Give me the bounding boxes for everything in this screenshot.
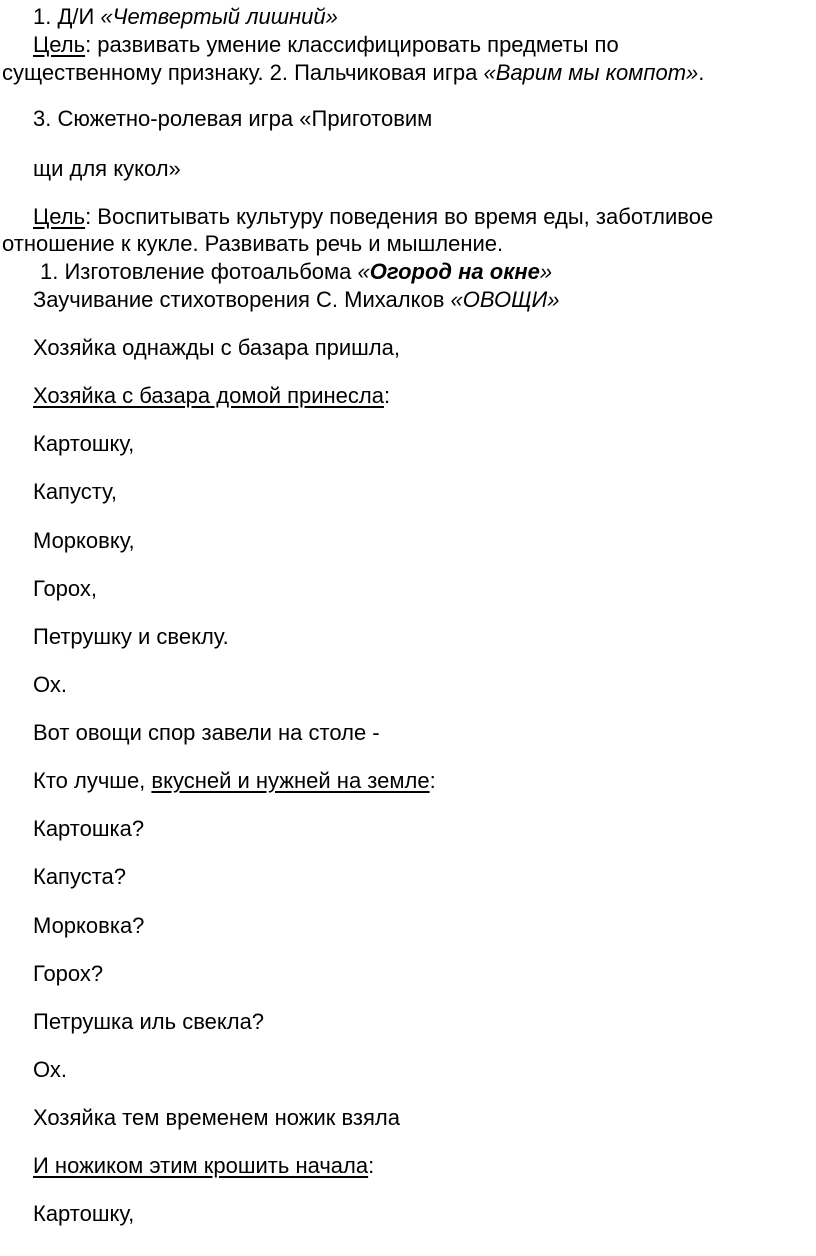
poem-line: Петрушку и свеклу. [33,624,229,649]
poem-line [33,1153,374,1179]
poem-line: Картошку, [33,431,135,456]
poem-text: Кто лучше, [33,768,152,793]
poem-line: Картошка? [33,816,145,841]
role-play-heading-cont: щи для кукол» [33,156,181,181]
poem-intro-line [33,287,559,313]
poem-line: Горох? [33,961,104,986]
game-title: «Варим мы компот» [483,60,699,85]
punctuation: : [368,1153,375,1178]
activity-text: 1. Изготовление фотоальбома [40,259,358,284]
poem-line [33,768,436,794]
punctuation: . [698,60,705,85]
activity-text: Заучивание стихотворения С. Михалков [33,287,451,312]
photo-album-line [40,259,552,285]
poem-line: Морковка? [33,913,145,938]
poem-line: Капуста? [33,864,127,889]
underlined-text: Хозяйка с базара домой принесла [33,383,384,408]
goal-label: Цель [33,204,86,229]
list-number: 1. Д/И [33,4,101,29]
album-title: Огород на окне [369,259,540,284]
goal-continuation [2,60,704,86]
underlined-text: И ножиком этим крошить начала [33,1153,369,1178]
quote-mark: « [357,259,370,284]
poem-title: «ОВОЩИ» [450,287,560,312]
poem-line [33,383,390,409]
goal-text: : Воспитывать культуру поведения во время еды, заботливое [85,204,714,229]
poem-line: Хозяйка однажды с базара пришла, [33,335,400,360]
underlined-text: вкусней и нужней на земле [151,768,430,793]
goal-continuation: отношение к кукле. Развивать речь и мышление. [2,231,504,256]
poem-line: Петрушка иль свекла? [33,1009,265,1034]
poem-line: Картошку, [33,1201,135,1226]
goal-line [33,32,619,58]
poem-line: Морковку, [33,528,135,553]
poem-line: Капусту, [33,479,117,504]
game-title: «Четвертый лишний» [100,4,338,29]
punctuation: : [384,383,391,408]
poem-line: Горох, [33,576,98,601]
poem-line: Ох. [33,1057,67,1082]
goal-label: Цель [33,32,86,57]
poem-line: Хозяйка тем временем ножик взяла [33,1105,400,1130]
quote-mark: » [539,259,553,284]
poem-line: Ох. [33,672,67,697]
goal-text: : развивать умение классифицировать предметы по [85,32,619,57]
punctuation: : [429,768,436,793]
role-play-heading: 3. Сюжетно-ролевая игра «Приготовим [33,106,433,131]
goal-line [33,204,713,230]
goal-text: существенному признаку. 2. Пальчиковая игра [2,60,484,85]
poem-line: Вот овощи спор завели на столе - [33,720,380,745]
activity-didactic-game [33,4,338,30]
